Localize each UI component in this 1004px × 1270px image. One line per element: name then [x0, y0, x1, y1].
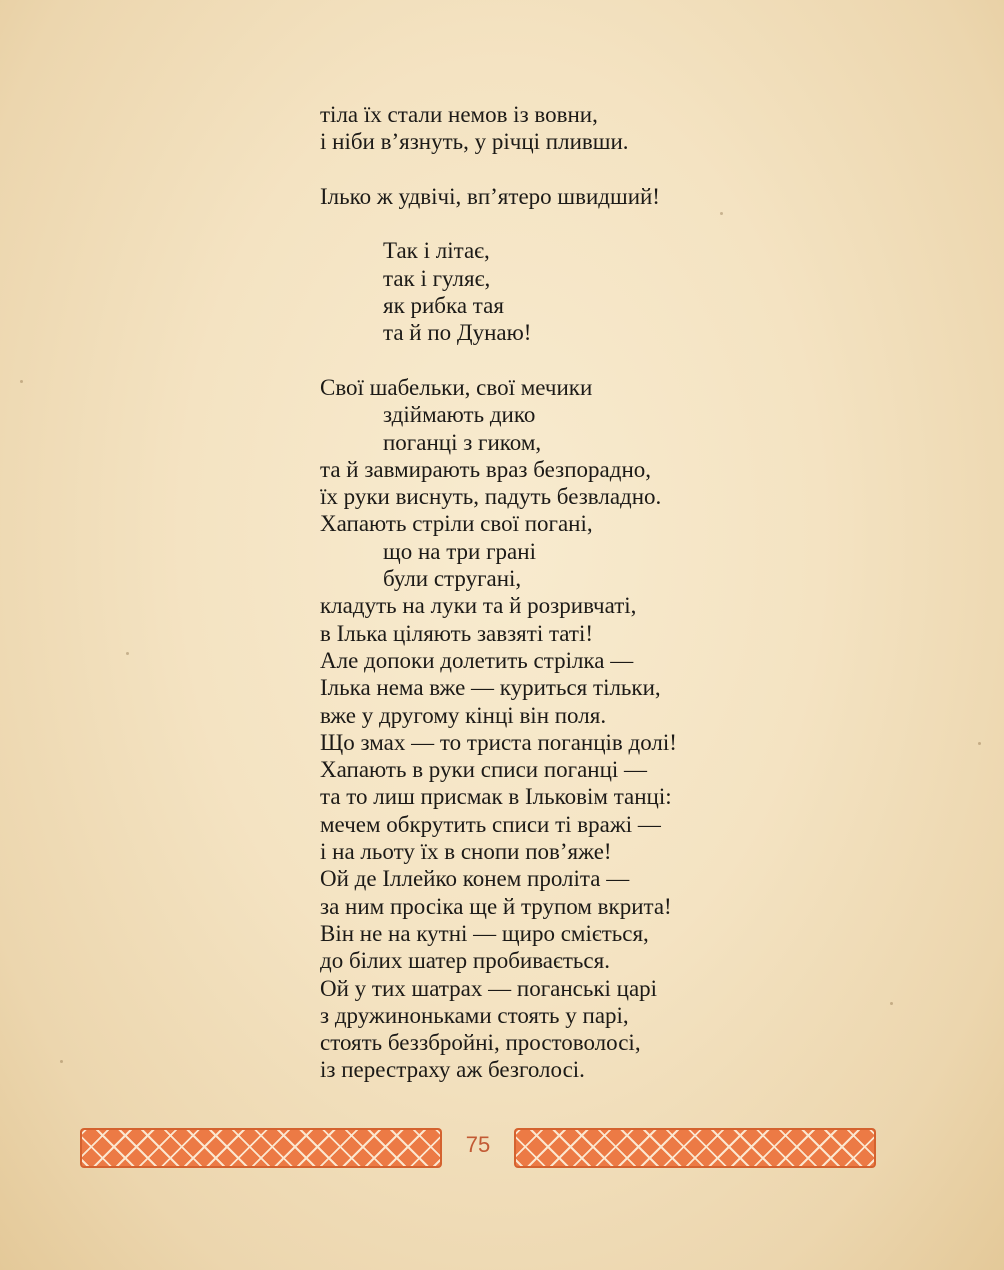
poem-line: Ілько ж удвічі, вп’ятеро швидший!: [320, 183, 660, 209]
poem-line: Ой де Іллейко конем проліта —: [320, 866, 630, 892]
poem-line: і на льоту їх в снопи пов’яже!: [320, 839, 612, 865]
poem-line: із перестраху аж безголосі.: [320, 1057, 585, 1083]
paper-speck: [126, 652, 129, 655]
poem-line: Хапають стріли свої погані,: [320, 511, 593, 537]
poem-line: тіла їх стали немов із вовни,: [320, 102, 598, 127]
poem-line: поганці з гиком,: [383, 429, 542, 455]
poem-line: Ілька нема вже — куриться тільки,: [320, 675, 661, 701]
page-number: 75: [465, 1132, 491, 1157]
poem-line: мечем обкрутить списи ті вражі —: [320, 811, 661, 837]
paper-speck: [978, 742, 981, 745]
poem-line: їх руки виснуть, падуть безвладно.: [320, 484, 662, 510]
ornament-band-left: [80, 1128, 442, 1168]
poem-line: Але допоки долетить стрілка —: [320, 647, 634, 673]
poem-line: були стругані,: [383, 566, 522, 592]
poem-line: здіймають дико: [383, 402, 536, 428]
poem-text: [320, 101, 840, 1084]
stanza-break: [320, 156, 840, 183]
poem-line: що на три грані: [383, 538, 536, 564]
page-footer: [80, 1128, 876, 1168]
poem-line: стоять беззбройні, простоволосі,: [320, 1030, 641, 1056]
poem-line: кладуть на луки та й розривчаті,: [320, 593, 637, 619]
paper-speck: [60, 1060, 63, 1063]
stanza-break: [320, 347, 840, 374]
poem-line: так і гуляє,: [383, 265, 491, 291]
poem-line: до білих шатер пробивається.: [320, 948, 610, 974]
poem-line: в Ілька ціляють завзяті таті!: [320, 620, 594, 646]
paper-speck: [890, 1002, 893, 1005]
poem-line: як рибка тая: [383, 293, 504, 319]
poem-line: за ним просіка ще й трупом вкрита!: [320, 893, 672, 919]
poem-line: Що змах — то триста поганців долі!: [320, 729, 677, 755]
poem-line: Ой у тих шатрах — поганські царі: [320, 975, 658, 1001]
poem-line: Так і літає,: [383, 238, 490, 264]
poem-line: і ніби в’язнуть, у річці пливши.: [320, 129, 629, 155]
poem-line: та то лиш присмак в Ільковім танці:: [320, 784, 672, 810]
poem-line: вже у другому кінці він поля.: [320, 702, 607, 728]
poem-line: Хапають в руки списи поганці —: [320, 757, 648, 783]
poem-line: та й завмирають враз безпорадно,: [320, 456, 652, 482]
ornament-band-right: [514, 1128, 876, 1168]
stanza-break: [320, 210, 840, 237]
poem-line: з дружиноньками стоять у парі,: [320, 1002, 629, 1028]
paper-speck: [20, 380, 23, 383]
poem-line: та й по Дунаю!: [383, 320, 532, 346]
poem-line: Свої шабельки, свої мечики: [320, 374, 593, 400]
poem-line: Він не на кутні — щиро сміється,: [320, 920, 649, 946]
